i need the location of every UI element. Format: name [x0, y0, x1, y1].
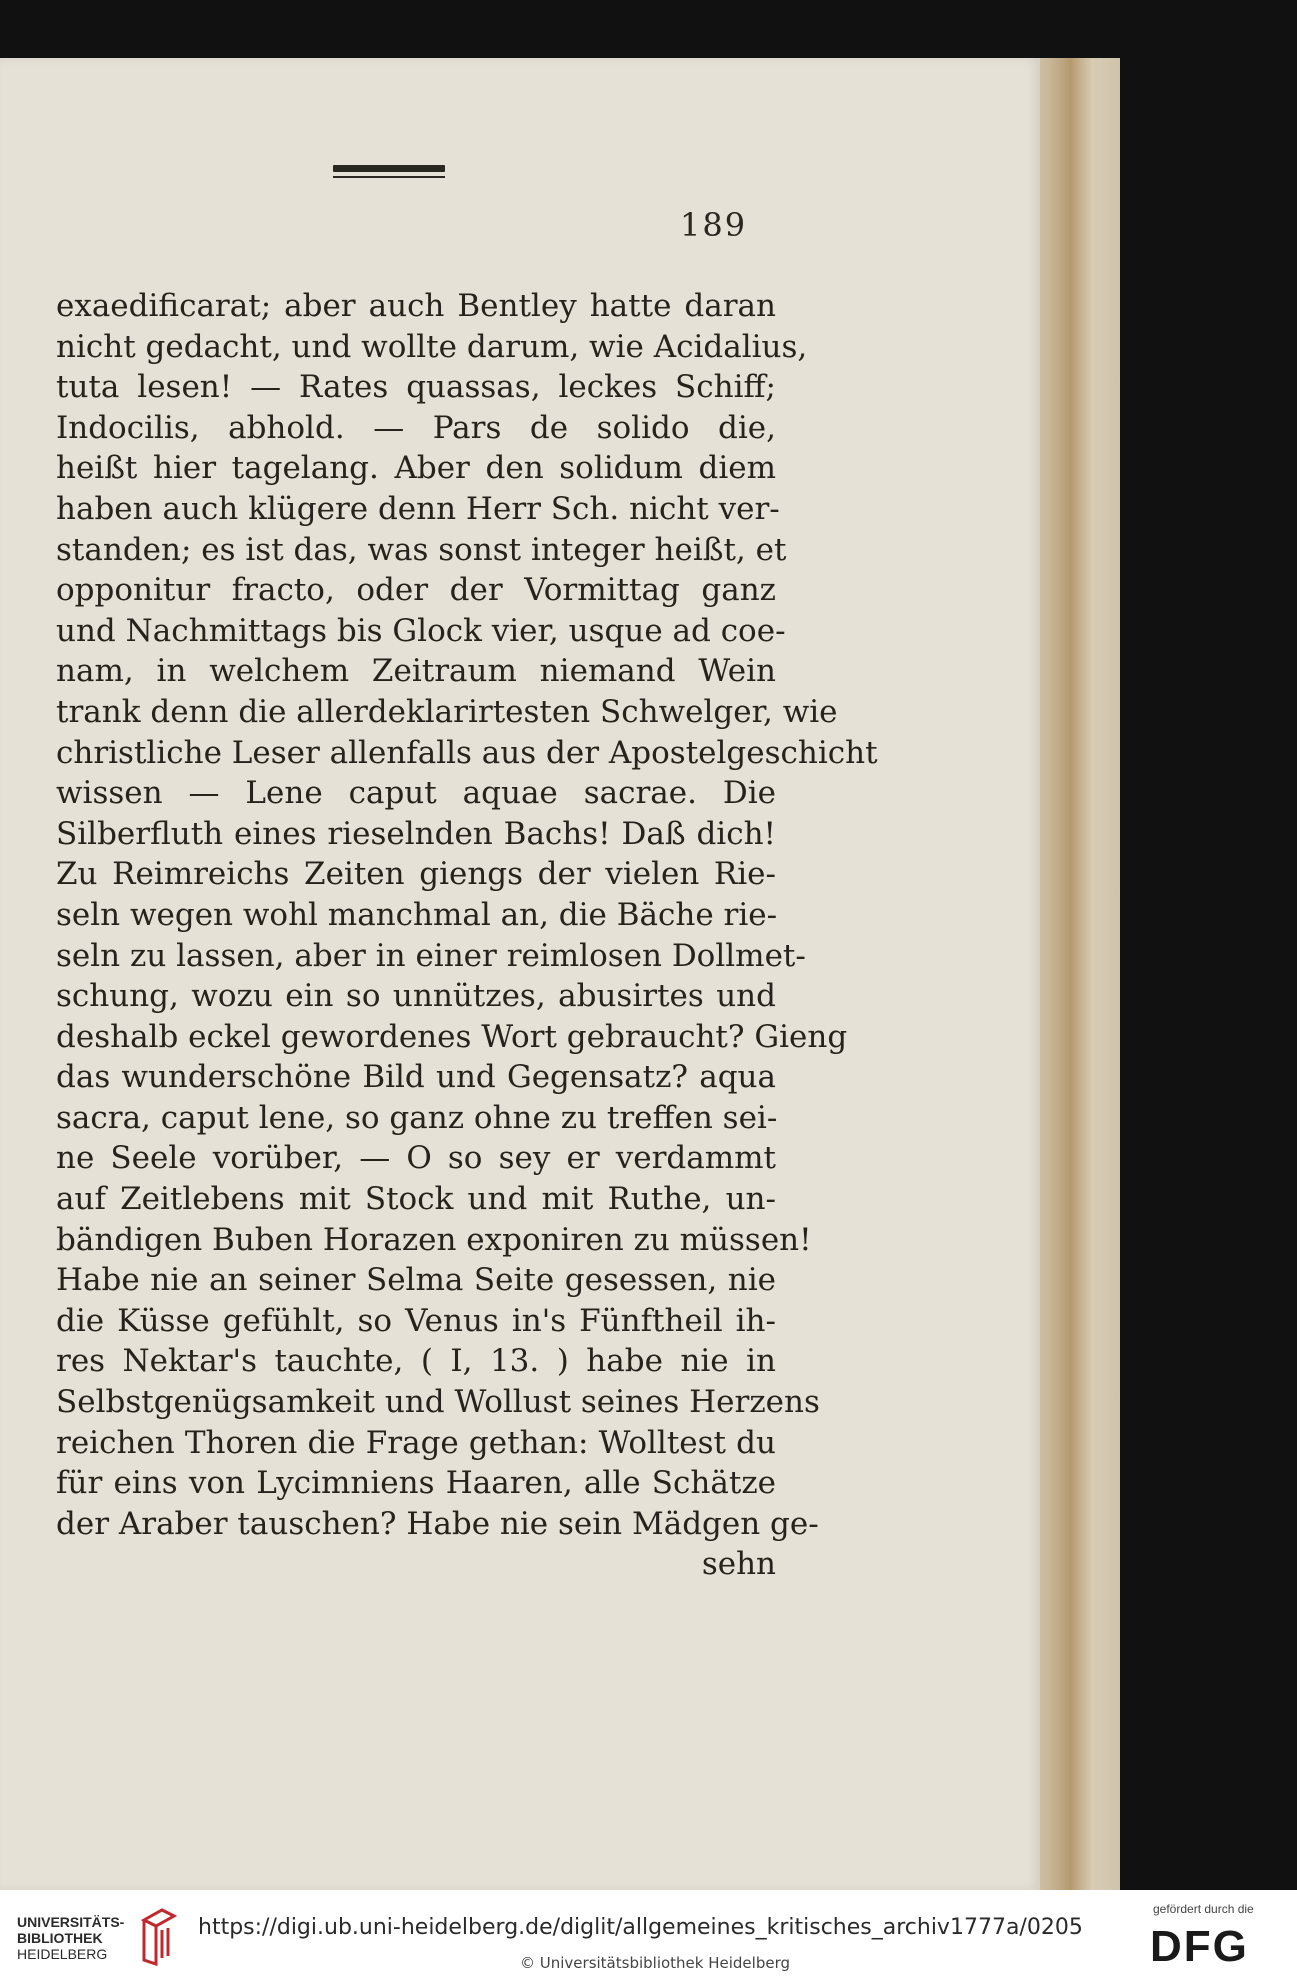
permalink-url[interactable]: https://digi.ub.uni-heidelberg.de/diglit/allgemeines_kritisches_archiv1777a/0205: [198, 1915, 1083, 1940]
library-name-line: HEIDELBERG: [17, 1946, 108, 1962]
footer-bar: [0, 1890, 1297, 1985]
copyright-notice: © Universitätsbibliothek Heidelberg: [520, 1954, 791, 1972]
text-line: sacra, caput lene, so ganz ohne zu treffen sei-: [56, 1099, 778, 1136]
text-line: ne Seele vorüber, — O so sey er verdammt: [56, 1140, 776, 1177]
page-number: 189: [680, 206, 748, 244]
text-line: für eins von Lycimniens Haaren, alle Schätze: [56, 1465, 776, 1502]
text-line: christliche Leser allenfalls aus der Apostelgeschicht: [56, 734, 878, 771]
dfg-logo[interactable]: DFG: [1150, 1922, 1249, 1971]
text-line: Zu Reimreichs Zeiten giengs der vielen Rie-: [56, 856, 776, 893]
text-line: tuta lesen! — Rates quassas, leckes Schiff;: [56, 369, 776, 406]
header-ornament-underline: [333, 176, 445, 178]
text-line: heißt hier tagelang. Aber den solidum diem: [56, 450, 776, 487]
text-line: Silberfluth eines rieselnden Bachs! Daß dich!: [56, 815, 776, 852]
text-line: und Nachmittags bis Glock vier, usque ad coe-: [56, 612, 786, 649]
text-line: reichen Thoren die Frage gethan: Wolltest du: [56, 1424, 776, 1461]
catchword: sehn: [701, 1546, 776, 1583]
library-logo-icon[interactable]: [138, 1906, 180, 1966]
text-line: bändigen Buben Horazen exponiren zu müssen!: [56, 1221, 812, 1258]
text-line: nam, in welchem Zeitraum niemand Wein: [56, 653, 776, 690]
text-line: Selbstgenügsamkeit und Wollust seines Herzens: [56, 1384, 820, 1421]
text-line: die Küsse gefühlt, so Venus in's Fünftheil ih-: [56, 1302, 776, 1339]
text-line: seln wegen wohl manchmal an, die Bäche rie-: [56, 896, 778, 933]
text-line: standen; es ist das, was sonst integer heißt, et: [56, 531, 787, 568]
body-text: [56, 286, 878, 1585]
text-line: das wunderschöne Bild und Gegensatz? aqua: [56, 1059, 776, 1096]
text-line: Indocilis, abhold. — Pars de solido die,: [56, 409, 776, 446]
text-line: Habe nie an seiner Selma Seite gesessen, nie: [56, 1262, 776, 1299]
text-line: seln zu lassen, aber in einer reimlosen Dollmet-: [56, 937, 806, 974]
library-name-line: BIBLIOTHEK: [17, 1930, 103, 1946]
funder-label: gefördert durch die: [1153, 1902, 1254, 1916]
text-line: schung, wozu ein so unnützes, abusirtes und: [56, 978, 776, 1015]
library-name-line: UNIVERSITÄTS-: [17, 1914, 125, 1930]
header-ornament-rule: [333, 165, 445, 172]
text-line: trank denn die allerdeklarirtesten Schwelger, wie: [56, 693, 838, 730]
text-line: exaedificarat; aber auch Bentley hatte daran: [56, 288, 776, 324]
text-line: haben auch klügere denn Herr Sch. nicht ver-: [56, 490, 780, 527]
library-logo-text[interactable]: [17, 1914, 124, 1962]
text-line: der Araber tauschen? Habe nie sein Mädgen ge-: [56, 1505, 819, 1542]
text-line: deshalb eckel gewordenes Wort gebraucht? Gieng: [56, 1018, 848, 1055]
text-line: auf Zeitlebens mit Stock und mit Ruthe, un-: [56, 1181, 776, 1218]
text-line: nicht gedacht, und wollte darum, wie Acidalius,: [56, 328, 808, 365]
text-line: wissen — Lene caput aquae sacrae. Die: [56, 775, 776, 812]
text-line: res Nektar's tauchte, ( I, 13. ) habe nie in: [56, 1343, 776, 1380]
text-line: opponitur fracto, oder der Vormittag ganz: [56, 572, 776, 609]
